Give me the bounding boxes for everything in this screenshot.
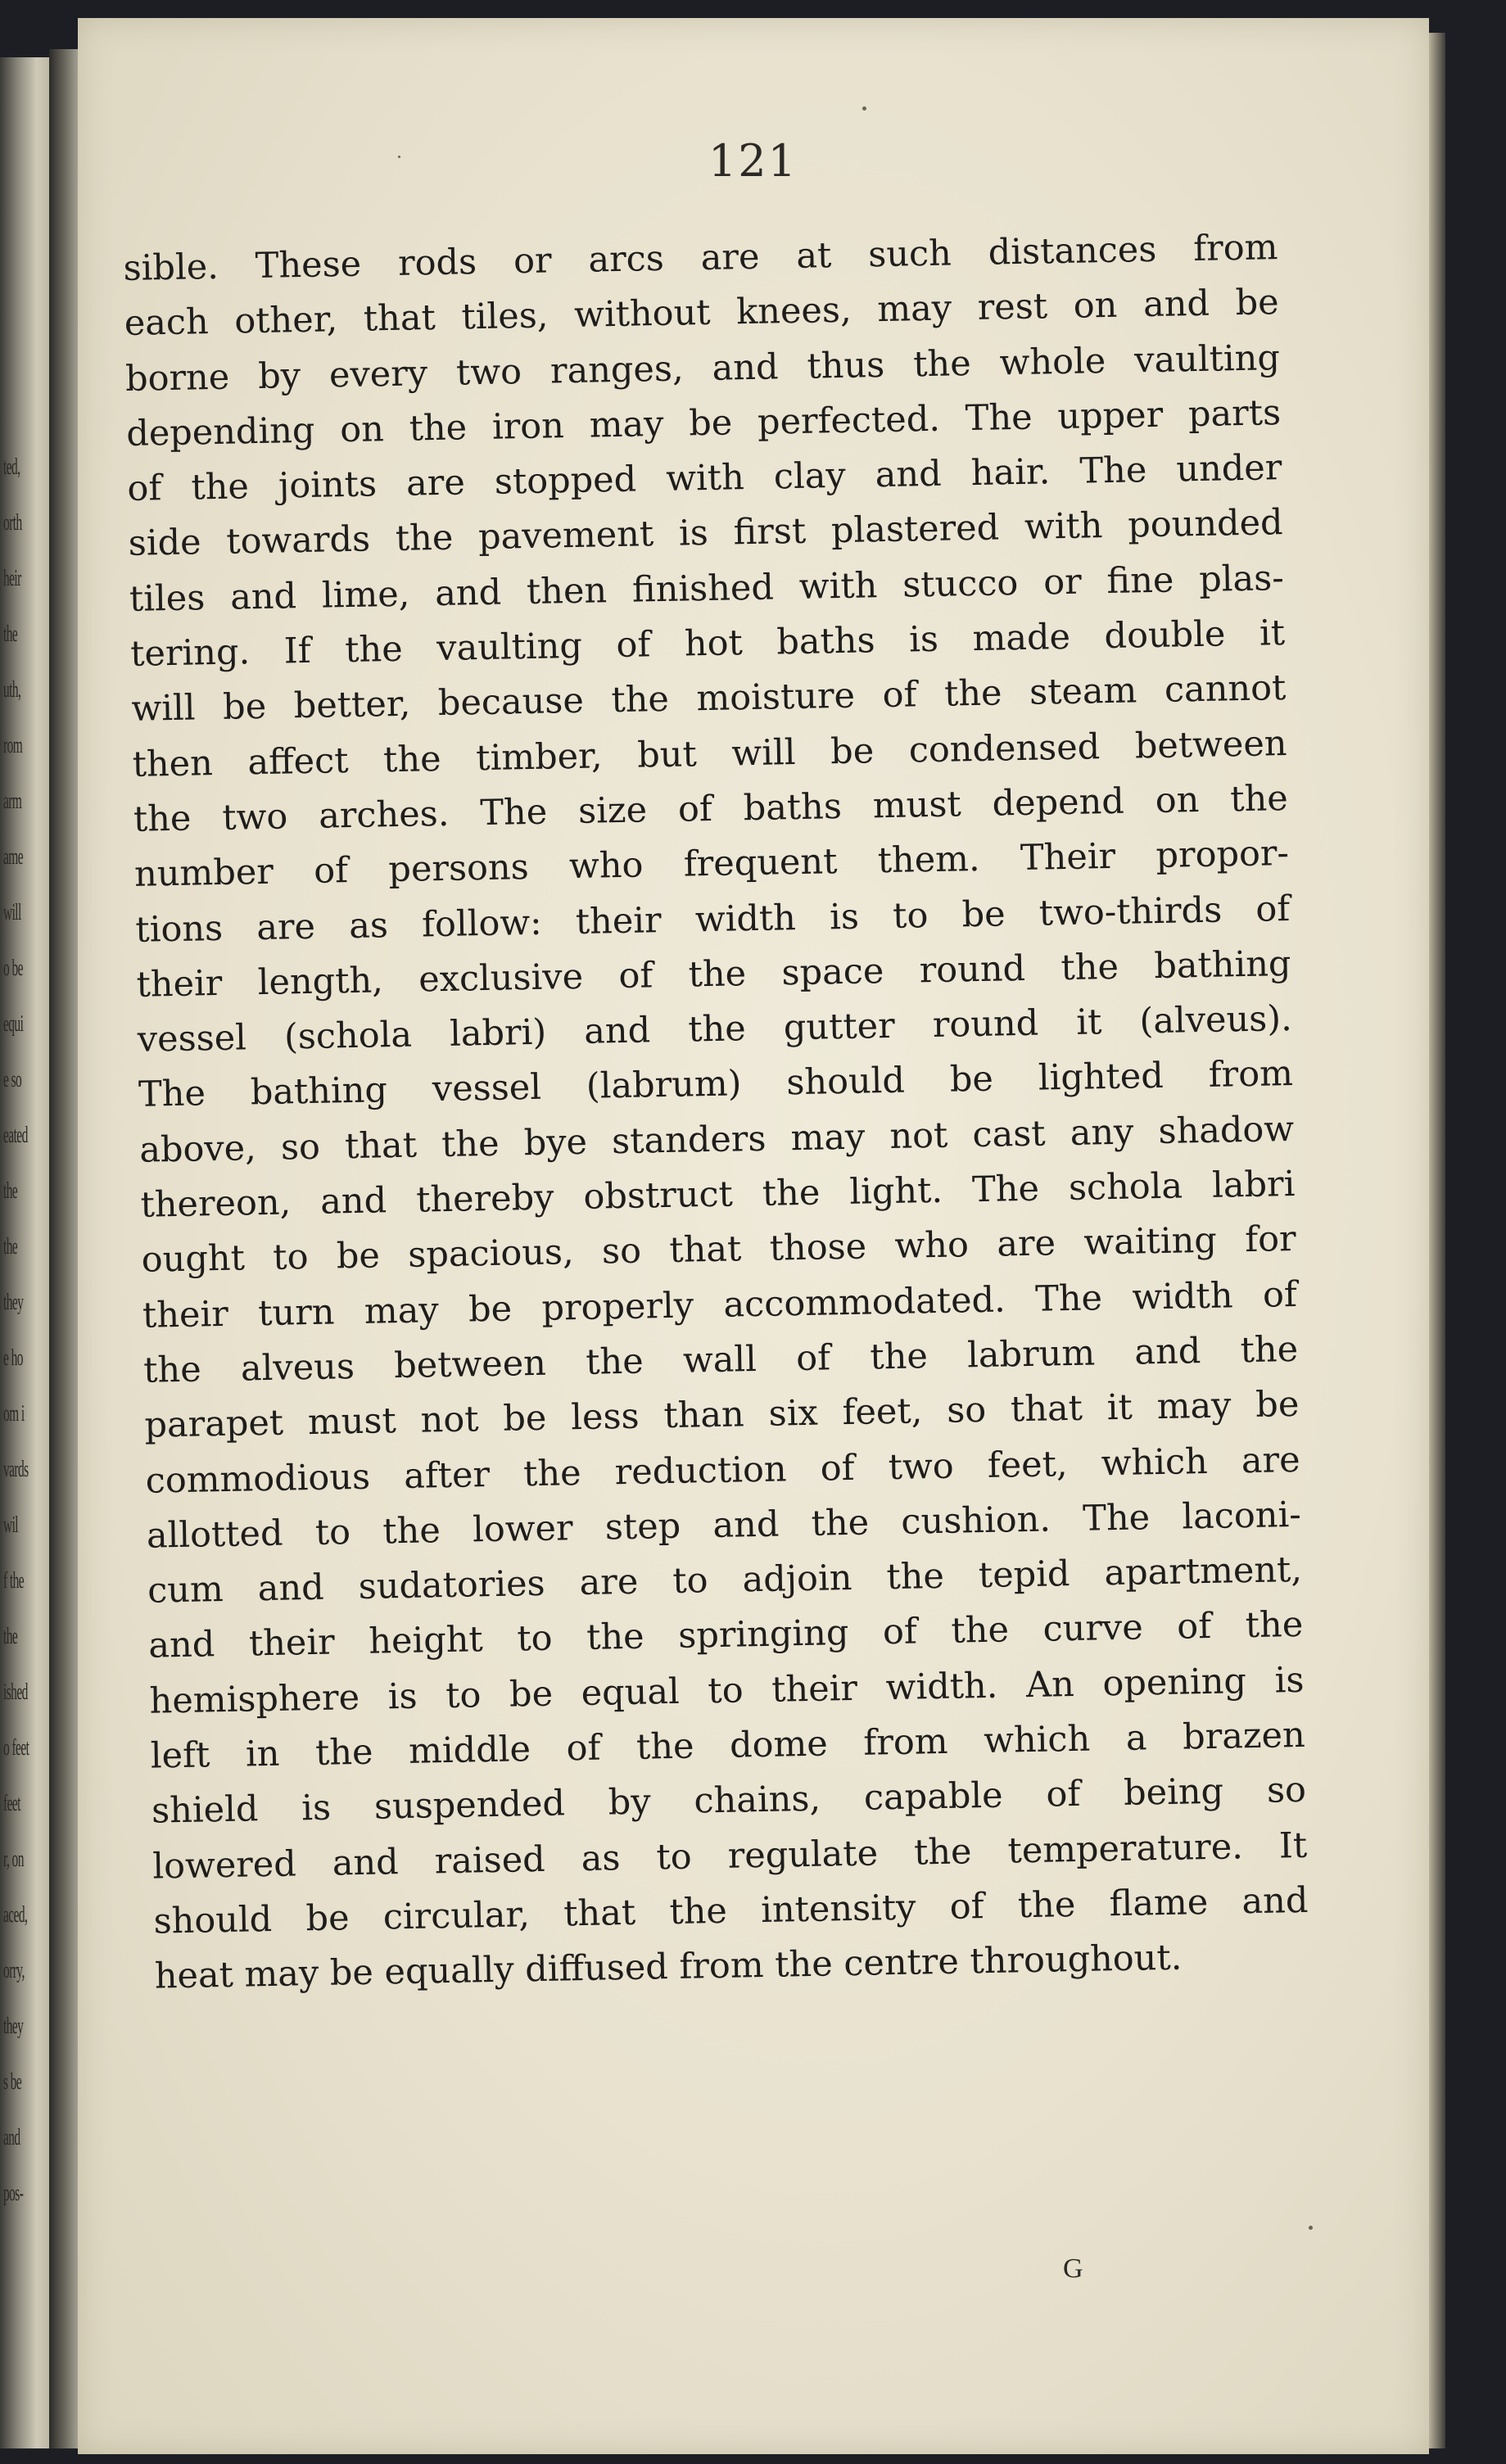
text-line: side towards the pavement is first plastered with pounded xyxy=(128,502,1283,565)
facing-page-fragment: f the xyxy=(3,1568,25,1594)
text-line: depending on the iron may be perfected. The upper parts xyxy=(125,392,1282,454)
page-edge-shadow xyxy=(1429,33,1445,2448)
facing-page-fragment: e so xyxy=(3,1067,22,1092)
text-line: hemisphere is to be equal to their width. An opening is xyxy=(149,1659,1305,1722)
facing-page-fragment: pos- xyxy=(3,2181,24,2206)
text-line: tions are as follow: their width is to be two-thirds of xyxy=(134,888,1291,951)
facing-page-fragment: uth, xyxy=(3,677,21,703)
facing-page-fragment: s be xyxy=(3,2069,22,2095)
facing-page-fragment: o be xyxy=(3,956,23,981)
text-line: the two arches. The size of baths must depend on the xyxy=(133,778,1289,840)
text-line: heat may be equally diffused from the centre throughout. xyxy=(154,1937,1183,1997)
text-line: tering. If the vaulting of hot baths is made double it xyxy=(129,613,1286,675)
facing-page-fragment: the xyxy=(3,1624,18,1649)
facing-page-fragment: wil xyxy=(3,1512,19,1538)
text-line: will be better, because the moisture of the steam cannot xyxy=(131,667,1287,730)
facing-page-fragment: and xyxy=(3,2125,20,2150)
text-line: vessel (schola labri) and the gutter round it (alveus). xyxy=(137,998,1293,1060)
facing-page-fragment: arm xyxy=(3,789,22,814)
facing-page-fragment: the xyxy=(3,622,18,647)
facing-page-fragment: the xyxy=(3,1178,18,1204)
facing-page-fragment: will xyxy=(3,900,21,925)
facing-page-fragment: r, on xyxy=(3,1847,24,1872)
facing-page-fragment: the xyxy=(3,1234,18,1259)
facing-page-fragment: o feet xyxy=(3,1735,29,1761)
paper-speck xyxy=(862,106,866,111)
text-line: borne by every two ranges, and thus the whole vaulting xyxy=(124,337,1281,400)
facing-page-fragment: they xyxy=(3,1290,24,1315)
text-line: above, so that the bye standers may not cast any shadow xyxy=(138,1108,1295,1171)
text-line: thereon, and thereby obstruct the light. The schola labri xyxy=(140,1164,1296,1226)
paper-speck xyxy=(1309,2226,1313,2230)
facing-page-fragment: e ho xyxy=(3,1345,23,1371)
facing-page-fragment: heir xyxy=(3,566,21,591)
facing-page-fragment: eated xyxy=(3,1123,28,1148)
facing-page-fragment: ished xyxy=(3,1680,28,1705)
text-line: then affect the timber, but will be condensed between xyxy=(132,722,1287,785)
text-line: of the joints are stopped with clay and hair. The under xyxy=(127,447,1282,510)
text-line: parapet must not be less than six feet, so that it may be xyxy=(144,1384,1300,1446)
facing-page-fragment: orry, xyxy=(3,1958,25,1983)
text-line: their length, exclusive of the space round the bathing xyxy=(136,943,1291,1006)
text-line: and their height to the springing of the curve of the xyxy=(147,1604,1304,1667)
text-line: each other, that tiles, without knees, may rest on and be xyxy=(124,282,1280,345)
text-line: ought to be spacious, so that those who are waiting for xyxy=(141,1218,1297,1282)
facing-page-fragment: they xyxy=(3,2014,24,2039)
text-line: left in the middle of the dome from which a brazen xyxy=(150,1714,1306,1777)
body-text xyxy=(123,220,1309,2005)
facing-page-fragment: aced, xyxy=(3,1902,28,1928)
text-line: their turn may be properly accommodated. The width of xyxy=(142,1273,1298,1336)
text-line: The bathing vessel (labrum) should be lighted from xyxy=(138,1053,1294,1116)
text-line: shield is suspended by chains, capable of being so xyxy=(151,1770,1307,1832)
signature-mark: G xyxy=(1063,2254,1083,2284)
facing-page-fragment: ame xyxy=(3,844,24,870)
facing-page-fragment: equi xyxy=(3,1011,24,1037)
text-line: the alveus between the wall of the labrum and the xyxy=(142,1328,1299,1391)
page-number: 121 xyxy=(708,135,798,187)
text-line: number of persons who frequent them. Their propor- xyxy=(133,833,1290,896)
text-line: allotted to the lower step and the cushion. The laconi- xyxy=(146,1494,1302,1557)
text-line: should be circular, that the intensity of the flame and xyxy=(153,1879,1309,1942)
facing-page-edge xyxy=(0,57,52,2448)
text-line: commodious after the reduction of two feet, which are xyxy=(145,1439,1300,1502)
text-line: tiles and lime, and then finished with stucco or fine plas- xyxy=(129,557,1285,620)
facing-page-fragment: feet xyxy=(3,1791,20,1816)
facing-page-fragment: om i xyxy=(3,1401,25,1426)
text-line: sible. These rods or arcs are at such distances from xyxy=(123,227,1278,289)
text-line: lowered and raised as to regulate the temperature. It xyxy=(152,1824,1308,1888)
text-line: cum and sudatories are to adjoin the tepid apartment, xyxy=(147,1549,1303,1612)
facing-page-fragment: orth xyxy=(3,510,22,536)
facing-page-fragment: rom xyxy=(3,733,23,758)
facing-page-fragment: vards xyxy=(3,1457,29,1482)
facing-page-fragment: ted, xyxy=(3,454,20,480)
